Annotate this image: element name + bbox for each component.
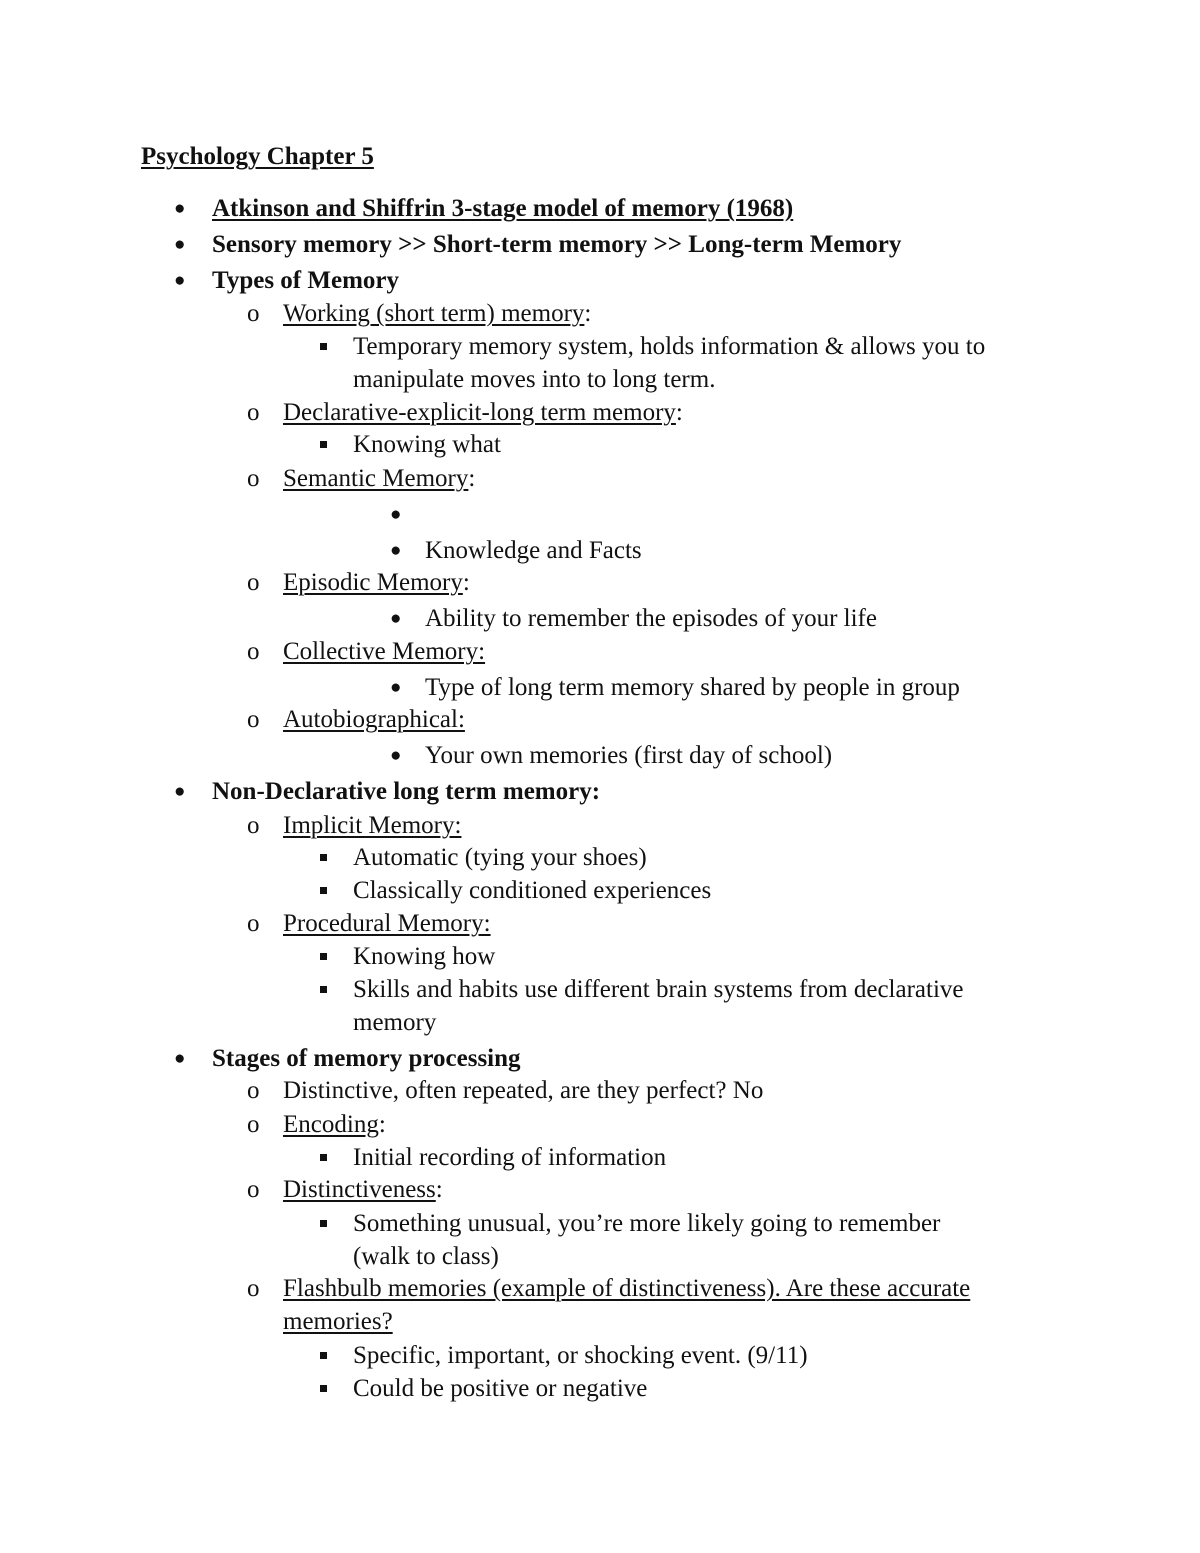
bullet-icon: ● (174, 234, 186, 255)
circle-bullet-icon: o (247, 300, 260, 327)
circle-bullet-icon: o (247, 812, 260, 839)
list-item: Type of long term memory shared by people in group (425, 674, 960, 701)
list-item: Sensory memory >> Short-term memory >> Long-term Memory (212, 231, 902, 258)
circle-bullet-icon: o (247, 638, 260, 665)
list-item: Skills and habits use different brain systems from declarative (353, 976, 964, 1003)
term: Episodic Memory (283, 569, 463, 596)
term-suffix: : (675, 399, 683, 426)
list-item: Your own memories (first day of school) (425, 742, 833, 769)
list-item: Classically conditioned experiences (353, 877, 712, 904)
list-item: Atkinson and Shiffrin 3-stage model of memory (1968) (212, 195, 794, 222)
circle-bullet-icon: o (247, 910, 260, 937)
list-item: Specific, important, or shocking event. (9/11) (353, 1342, 808, 1369)
term: Encoding (283, 1111, 379, 1138)
bullet-icon: ● (174, 1048, 186, 1069)
square-bullet-icon (320, 854, 327, 861)
square-bullet-icon (320, 343, 327, 350)
term-suffix: : (435, 1176, 443, 1203)
list-item: Something unusual, you’re more likely going to remember (353, 1210, 941, 1237)
term-suffix: : (468, 465, 476, 492)
section-heading: Stages of memory processing (212, 1045, 521, 1072)
list-item (283, 464, 475, 494)
list-item (283, 568, 470, 598)
term-suffix: : (378, 1111, 386, 1138)
bullet-icon: ● (390, 677, 402, 698)
square-bullet-icon (320, 1352, 327, 1359)
list-item: Initial recording of information (353, 1144, 667, 1171)
square-bullet-icon (320, 1220, 327, 1227)
list-item (283, 398, 683, 428)
list-item: Autobiographical: (283, 706, 465, 733)
bullet-icon: ● (390, 608, 402, 629)
circle-bullet-icon: o (247, 1275, 260, 1302)
list-item: Could be positive or negative (353, 1375, 648, 1402)
list-item: Flashbulb memories (example of distinctiveness). Are these accurate (283, 1275, 971, 1302)
bullet-icon: ● (390, 540, 402, 561)
list-item (283, 1110, 386, 1140)
list-item: Collective Memory: (283, 638, 486, 665)
bullet-icon: ● (174, 270, 186, 291)
list-item: Knowing what (353, 431, 501, 458)
list-item: Distinctive, often repeated, are they perfect? No (283, 1077, 764, 1104)
square-bullet-icon (320, 887, 327, 894)
term: Working (short term) memory (283, 300, 585, 327)
square-bullet-icon (320, 441, 327, 448)
square-bullet-icon (320, 986, 327, 993)
bullet-icon: ● (174, 781, 186, 802)
list-item: Implicit Memory: (283, 812, 462, 839)
section-heading: Types of Memory (212, 267, 399, 294)
circle-bullet-icon: o (247, 1077, 260, 1104)
square-bullet-icon (320, 953, 327, 960)
list-item (283, 299, 591, 329)
list-item-continuation: manipulate moves into to long term. (353, 366, 716, 393)
list-item: Ability to remember the episodes of your life (425, 605, 877, 632)
list-item-continuation: memories? (283, 1308, 393, 1335)
list-item-continuation: memory (353, 1009, 437, 1036)
term-suffix: : (584, 300, 592, 327)
circle-bullet-icon: o (247, 706, 260, 733)
list-item: Automatic (tying your shoes) (353, 844, 647, 871)
circle-bullet-icon: o (247, 1111, 260, 1138)
square-bullet-icon (320, 1154, 327, 1161)
term: Declarative-explicit-long term memory (283, 399, 676, 426)
list-item-continuation: (walk to class) (353, 1243, 499, 1270)
list-item: Procedural Memory: (283, 910, 491, 937)
list-item: Knowledge and Facts (425, 537, 642, 564)
circle-bullet-icon: o (247, 465, 260, 492)
term: Semantic Memory (283, 465, 469, 492)
list-item (283, 1175, 443, 1205)
bullet-icon: ● (390, 745, 402, 766)
bullet-icon: ● (390, 504, 402, 525)
list-item: Temporary memory system, holds information & allows you to (353, 333, 986, 360)
section-heading: Non-Declarative long term memory: (212, 778, 601, 805)
term: Distinctiveness (283, 1176, 436, 1203)
circle-bullet-icon: o (247, 399, 260, 426)
circle-bullet-icon: o (247, 569, 260, 596)
circle-bullet-icon: o (247, 1176, 260, 1203)
list-item: Knowing how (353, 943, 496, 970)
bullet-icon: ● (174, 198, 186, 219)
square-bullet-icon (320, 1385, 327, 1392)
page-title: Psychology Chapter 5 (141, 143, 374, 170)
term-suffix: : (462, 569, 470, 596)
